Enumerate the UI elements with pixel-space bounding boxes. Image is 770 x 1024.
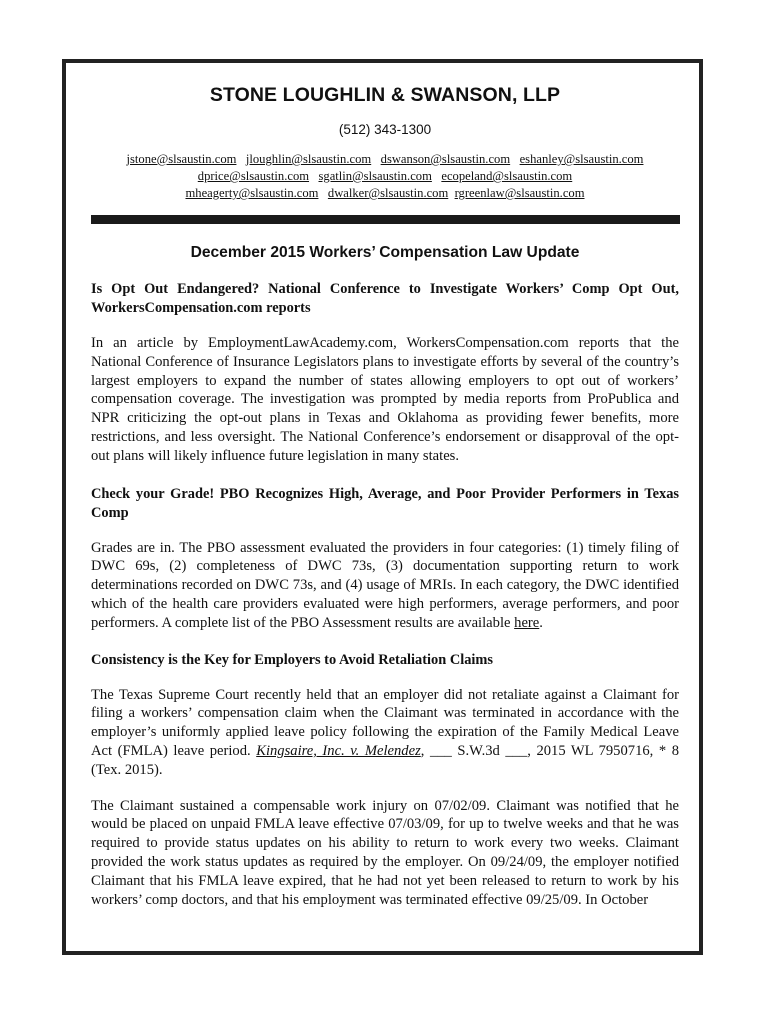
email-link[interactable]: ecopeland@slsaustin.com [441, 169, 573, 183]
email-link[interactable]: jloughlin@slsaustin.com [245, 152, 372, 166]
case-citation: , ___ S.W.3d ___, 2015 WL 7950716, * 8 (Tex. 2015). [91, 742, 679, 778]
email-row [91, 151, 679, 168]
section-heading: Check your Grade! PBO Recognizes High, Average, and Poor Provider Performers in Texas Comp [91, 485, 679, 521]
section-body [91, 539, 679, 633]
section-body-text: Grades are in. The PBO assessment evaluated the providers in four categories: (1) timely filing of DWC 69s, (2) completeness of DWC 73s, (3) documentation supporting return to work determinations recorded on DWC 73s, and (4) usage of MRIs. In each category, the DWC identified which of the health care providers evaluated were high performers, average performers, and poor performers. A complete list of the PBO Assessment results are available [91, 539, 679, 631]
email-link[interactable]: dwalker@slsaustin.com [327, 186, 449, 200]
section-body-end: . [539, 614, 543, 631]
section-heading: Is Opt Out Endangered? National Conference to Investigate Workers’ Comp Opt Out, WorkersCompensation.com reports [91, 281, 679, 316]
document-content [91, 84, 679, 909]
firm-name: STONE LOUGHLIN & SWANSON, LLP [209, 84, 561, 106]
case-name: Kingsaire, Inc. v. Melendez [256, 742, 421, 759]
email-row [91, 185, 679, 202]
results-link[interactable]: here [514, 614, 540, 631]
section-body: In an article by EmploymentLawAcademy.com, WorkersCompensation.com reports that the National Conference of Insurance Legislators plans to investigate efforts by several of the country’s largest employers to expand the number of states allowing employers to opt out of workers’ compensation coverage. The investigation was prompted by media reports from ProPublica and NPR criticizing the opt-out plans in Texas and Oklahoma as providing fewer benefits, more restrictions, and less oversight. The National Conference’s endorsement or disapproval of the opt-out plans will likely influence future legislation in many states. [91, 335, 679, 464]
section-body [91, 686, 679, 780]
section-body-text: The Texas Supreme Court recently held that an employer did not retaliate against a Claimant for filing a workers’ compensation claim when the Claimant was terminated in accordance with the employer’s uniformly applied leave policy following the expiration of the Family Medical Leave Act (FMLA) leave period. [91, 686, 679, 759]
email-link[interactable]: mheagerty@slsaustin.com [185, 186, 319, 200]
email-row [91, 168, 679, 185]
newsletter-title: December 2015 Workers’ Compensation Law Update [190, 244, 580, 261]
email-link[interactable]: rgreenlaw@slsaustin.com [454, 186, 585, 200]
section-heading: Consistency is the Key for Employers to Avoid Retaliation Claims [91, 651, 493, 668]
header-divider [91, 215, 680, 224]
email-link[interactable]: eshanley@slsaustin.com [519, 152, 644, 166]
email-link[interactable]: dswanson@slsaustin.com [380, 152, 511, 166]
firm-phone: (512) 343-1300 [338, 122, 432, 137]
email-list [91, 151, 679, 202]
email-link[interactable]: sgatlin@slsaustin.com [318, 169, 432, 183]
email-link[interactable]: jstone@slsaustin.com [126, 152, 237, 166]
email-link[interactable]: dprice@slsaustin.com [197, 169, 310, 183]
section-body: The Claimant sustained a compensable work injury on 07/02/09. Claimant was notified that he would be placed on unpaid FMLA leave effective 07/03/09, for up to twelve weeks and that he was required to provide status updates on his ability to return to work every two weeks. Claimant provided the work status updates as required by the employer. On 09/24/09, the employer notified Claimant that his FMLA leave expired, that he had not yet been released to return to work by his workers’ comp doctors, and that his employment was terminated effective 09/25/09. In October [91, 797, 679, 908]
